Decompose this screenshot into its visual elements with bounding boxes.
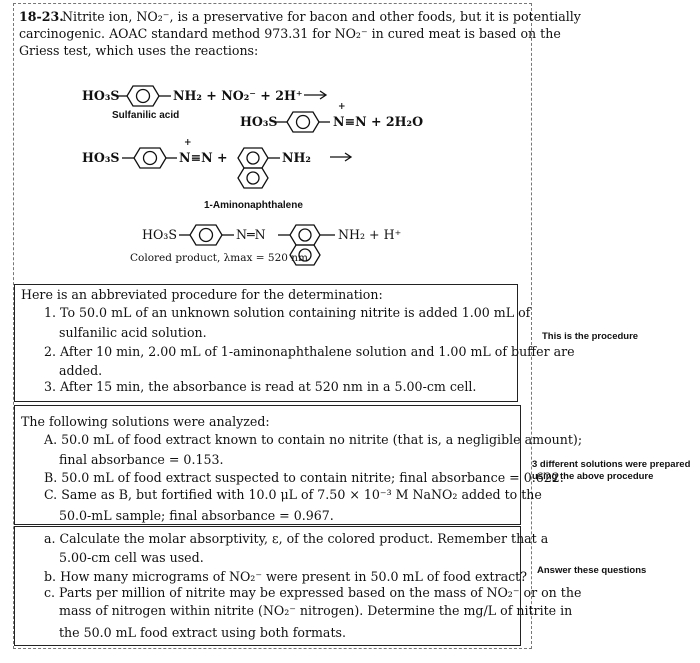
question-c: c. Parts per million of nitrite may be expressed based on the mass of NO₂⁻ or on the	[44, 585, 582, 600]
r2-sulfonate: HO₃S	[240, 114, 278, 129]
solution-a-cont: final absorbance = 0.153.	[59, 452, 224, 467]
r2-diazonium: N≡N + 2H₂O	[333, 114, 424, 129]
solution-a: A. 50.0 mL of food extract known to contain no nitrite (that is, a negligible amount);	[44, 432, 583, 447]
question-c-cont-2: the 50.0 mL food extract using both formats.	[59, 625, 346, 640]
aminonaphthalene-label: 1-Aminonaphthalene	[204, 200, 303, 211]
questions-annotation: Answer these questions	[537, 565, 647, 576]
procedure-step-1: 1. To 50.0 mL of an unknown solution containing nitrite is added 1.00 mL of	[44, 305, 531, 320]
griess-reaction-scheme	[0, 0, 700, 290]
procedure-step-1-cont: sulfanilic acid solution.	[59, 325, 207, 340]
r3-sulfonate: HO₃S	[82, 150, 120, 165]
problem-number: 18-23.	[19, 9, 64, 24]
naphthalene-ring-top-product	[290, 225, 320, 245]
procedure-heading: Here is an abbreviated procedure for the determination:	[21, 287, 383, 302]
question-c-cont: mass of nitrogen within nitrite (NO₂⁻ nitrogen). Determine the mg/L of nitrite in	[59, 603, 573, 618]
question-b: b. How many micrograms of NO₂⁻ were present in 50.0 mL of food extract?	[44, 569, 527, 584]
r2-positive-charge: +	[338, 102, 346, 112]
naphthalene-ring-bottom	[238, 168, 268, 188]
r4-amine-proton: NH₂ + H⁺	[338, 227, 402, 242]
solution-b: B. 50.0 mL of food extract suspected to contain nitrite; final absorbance = 0.622.	[44, 470, 564, 485]
procedure-annotation: This is the procedure	[542, 331, 639, 342]
colored-product-caption: Colored product, λmax = 520 nm	[130, 252, 309, 264]
r3-amine: NH₂	[282, 150, 311, 165]
r4-sulfonate: HO₃S	[142, 227, 177, 242]
r3-diazonium: N≡N +	[179, 150, 228, 165]
procedure-step-2: 2. After 10 min, 2.00 mL of 1-aminonaphthalene solution and 1.00 mL of buffer are	[44, 344, 575, 359]
question-a-cont: 5.00-cm cell was used.	[59, 550, 204, 565]
procedure-step-2-cont: added.	[59, 363, 103, 378]
solution-c: C. Same as B, but fortified with 10.0 μL of 7.50 × 10⁻³ M NaNO₂ added to the	[44, 487, 542, 502]
naphthalene-ring-top	[238, 148, 268, 168]
question-a: a. Calculate the molar absorptivity, ε, of the colored product. Remember that a	[44, 531, 549, 546]
r1-sulfonate: HO₃S	[82, 88, 120, 103]
sulfanilic-acid-label: Sulfanilic acid	[112, 110, 180, 121]
intro-line-2: carcinogenic. AOAC standard method 973.31 for NO₂⁻ in cured meat is based on the	[19, 26, 561, 41]
procedure-step-3: 3. After 15 min, the absorbance is read at 520 nm in a 5.00-cm cell.	[44, 379, 477, 394]
r3-positive-charge: +	[184, 138, 192, 148]
r4-azo-link: N═N	[236, 227, 266, 242]
r1-amine-nitrite: NH₂ + NO₂⁻ + 2H⁺	[173, 88, 303, 103]
solutions-annotation-line-2: using the above procedure	[532, 471, 654, 482]
intro-line-3: Griess test, which uses the reactions:	[19, 43, 259, 58]
solutions-annotation-line-1: 3 different solutions were prepared	[532, 459, 691, 470]
solutions-heading: The following solutions were analyzed:	[21, 414, 270, 429]
intro-line-1: Nitrite ion, NO₂⁻, is a preservative for bacon and other foods, but it is potentially	[62, 9, 581, 24]
solution-c-cont: 50.0-mL sample; final absorbance = 0.967.	[59, 508, 334, 523]
